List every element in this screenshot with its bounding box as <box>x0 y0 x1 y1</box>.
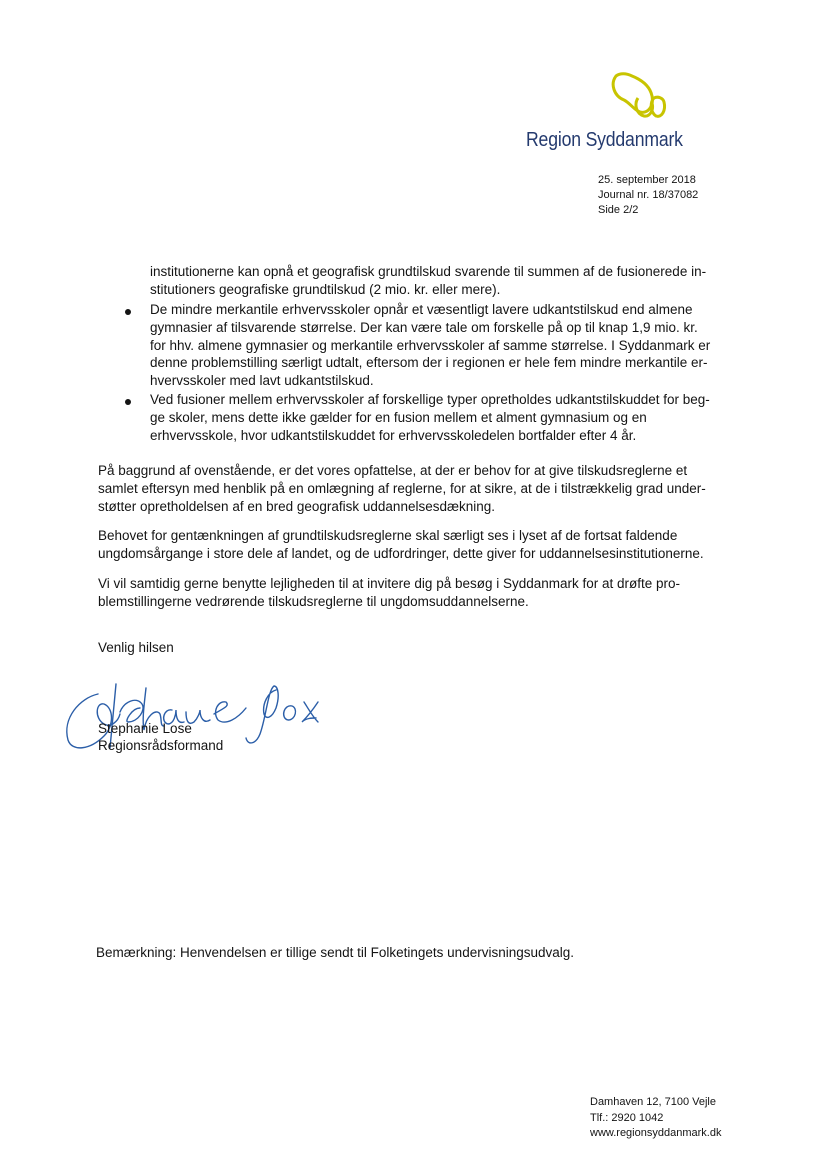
continued-list-item <box>150 263 706 299</box>
text-line: Vi vil samtidig gerne benytte lejligheden til at invitere dig på besøg i Syddanmark for at drøfte pro- <box>98 576 681 591</box>
text-line: denne problemstilling særligt udtalt, eftersom der i regionen er hele fem mindre merkantile er- <box>150 355 708 371</box>
footer-phone: Tlf.: 2920 1042 <box>590 1111 664 1124</box>
letter-meta <box>598 173 698 218</box>
region-logo-icon <box>608 70 672 128</box>
paragraph <box>98 462 706 515</box>
page-number: Side 2/2 <box>598 204 639 216</box>
bullet-icon <box>125 399 131 405</box>
letterhead-logo <box>526 70 696 155</box>
text-line: Ved fusioner mellem erhvervsskoler af forskellige typer opretholdes udkantstilskuddet for beg- <box>150 392 710 407</box>
footer-website: www.regionsyddanmark.dk <box>590 1127 722 1139</box>
closing-salutation: Venlig hilsen <box>98 640 174 655</box>
signatory-block <box>98 720 223 754</box>
text-line: Behovet for gentænkningen af grundtilskudsreglerne skal særligt ses i lyset af de fortsat faldende <box>98 528 678 543</box>
footer-contact <box>590 1095 721 1142</box>
text-line: blemstillingerne vedrørende tilskudsreglerne til ungdomsuddannelserne. <box>98 593 529 609</box>
letter-date: 25. september 2018 <box>598 174 696 186</box>
footer-address: Damhaven 12, 7100 Vejle <box>590 1096 716 1108</box>
signatory-name: Stephanie Lose <box>98 721 192 736</box>
signatory-title: Regionsrådsformand <box>98 738 224 753</box>
text-line: samlet eftersyn med henblik på en omlægning af reglerne, for at sikre, at de i tilstrækkelig grad under- <box>98 480 706 496</box>
remark-note: Bemærkning: Henvendelsen er tillige sendt til Folketingets undervisningsudvalg. <box>96 945 575 960</box>
text-line: De mindre merkantile erhvervsskoler opnår et væsentligt lavere udkantstilskud end almene <box>150 302 693 317</box>
text-line: stitutioners geografiske grundtilskud (2 mio. kr. eller mere). <box>150 281 501 297</box>
paragraph <box>98 575 680 611</box>
list-item <box>150 391 710 444</box>
text-line: støtter opretholdelsen af en bred geografisk uddannelsesdækning. <box>98 498 496 514</box>
journal-number: Journal nr. 18/37082 <box>598 189 699 201</box>
text-line: På baggrund af ovenstående, er det vores opfattelse, at der er behov for at give tilskudsreglerne et <box>98 463 688 478</box>
text-line: erhvervsskole, hvor udkantstilskuddet for erhvervsskoledelen bortfalder efter 4 år. <box>150 427 637 443</box>
text-line: for hhv. almene gymnasier og merkantile erhvervsskoler af samme størrelse. I Syddanmark er <box>150 337 711 353</box>
paragraph <box>98 527 704 563</box>
bullet-icon <box>125 309 131 315</box>
organization-name: Region Syddanmark <box>526 128 683 151</box>
text-line: gymnasier af tilsvarende størrelse. Der kan være tale om forskelle på op til knap 1,9 mio. kr. <box>150 319 698 335</box>
list-item <box>150 301 710 390</box>
text-line: institutionerne kan opnå et geografisk grundtilskud svarende til summen af de fusionerede in- <box>150 264 707 279</box>
text-line: hvervsskoler med lavt udkantstilskud. <box>150 373 374 389</box>
text-line: ungdomsårgange i store dele af landet, og de udfordringer, dette giver for uddannelsesinstitutionerne. <box>98 545 704 561</box>
text-line: ge skoler, mens dette ikke gælder for en fusion mellem et alment gymnasium og en <box>150 409 647 425</box>
